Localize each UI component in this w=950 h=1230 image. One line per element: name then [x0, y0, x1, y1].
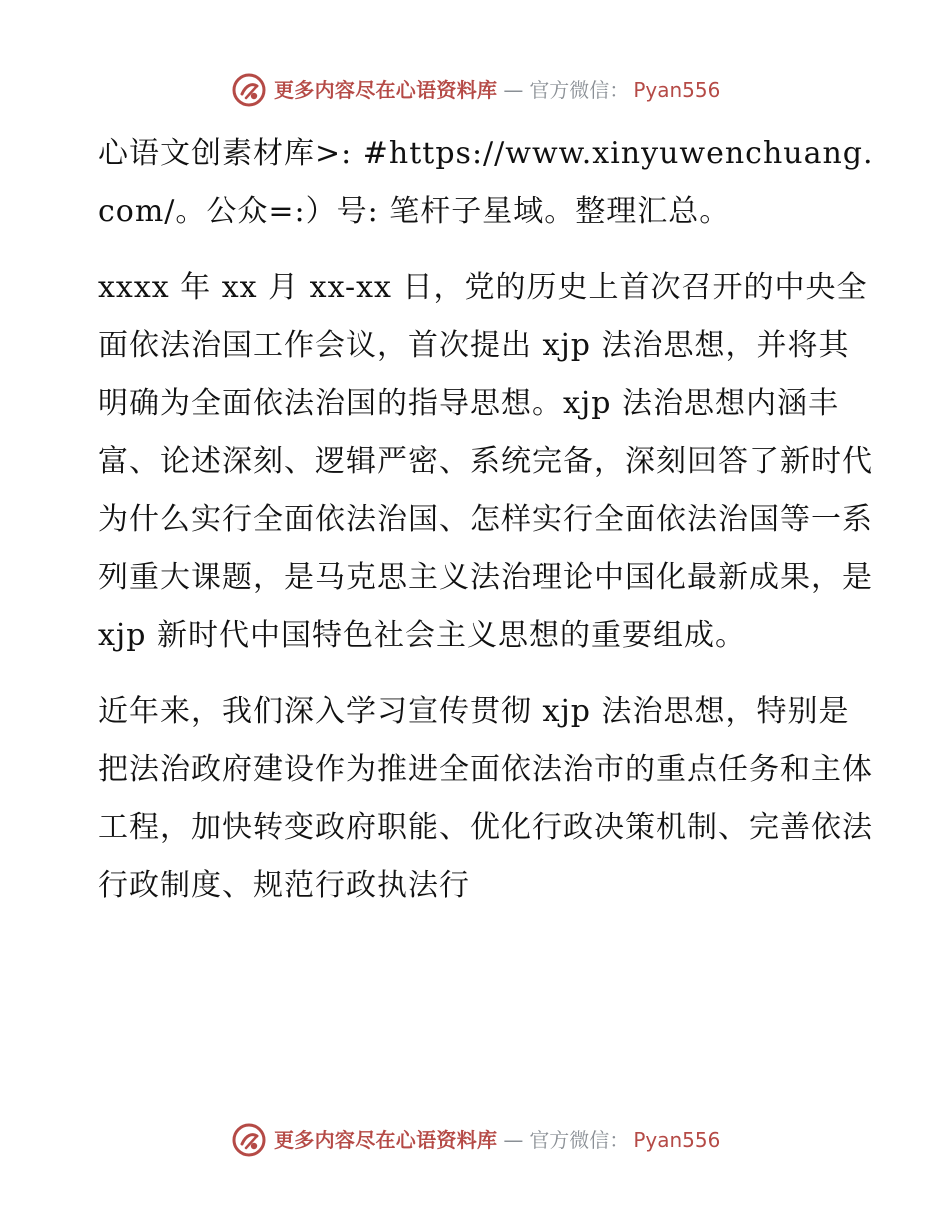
header-separator: — [503, 78, 524, 102]
brand-logo-icon [232, 1123, 266, 1157]
header-banner [232, 72, 720, 108]
footer-contact-value: Pyan556 [633, 1128, 721, 1152]
paragraph-1: 心语文创素材库>: #https://www.xinyuwenchuang.com/。公众=:）号: 笔杆子星域。整理汇总。 [98, 136, 874, 229]
header-contact-value: Pyan556 [633, 78, 721, 102]
footer-contact-label: 官方微信： [529, 1128, 630, 1152]
paragraph-3: 近年来，我们深入学习宣传贯彻 xjp 法治思想，特别是把法治政府建设作为推进全面依法治市的重点任务和主体工程，加快转变政府职能、优化行政决策机制、完善依法行政制度、规范行政执法行 [98, 694, 873, 903]
brand-logo-icon [232, 73, 266, 107]
paragraph-2: xxxx 年 xx 月 xx-xx 日，党的历史上首次召开的中央全面依法治国工作会议，首次提出 xjp 法治思想，并将其明确为全面依法治国的指导思想。xjp 法治思想内涵丰富、论述深刻、逻辑严密、系统完备，深刻回答了新时代为什么实行全面依法治国、怎样实行全面依法治国等一系列重大课题，是马克思主义法治理论中国化最新成果，是 xjp 新时代中国特色社会主义思想的重要组成。 [98, 270, 873, 653]
footer-brand-text: 更多内容尽在心语资料库 [274, 1128, 498, 1152]
header-contact-label: 官方微信： [529, 78, 630, 102]
document-body [98, 125, 878, 933]
footer-banner [232, 1122, 720, 1158]
footer-separator: — [503, 1128, 524, 1152]
footer-banner-text [274, 1130, 720, 1150]
header-brand-text: 更多内容尽在心语资料库 [274, 78, 498, 102]
header-banner-text [274, 80, 720, 100]
